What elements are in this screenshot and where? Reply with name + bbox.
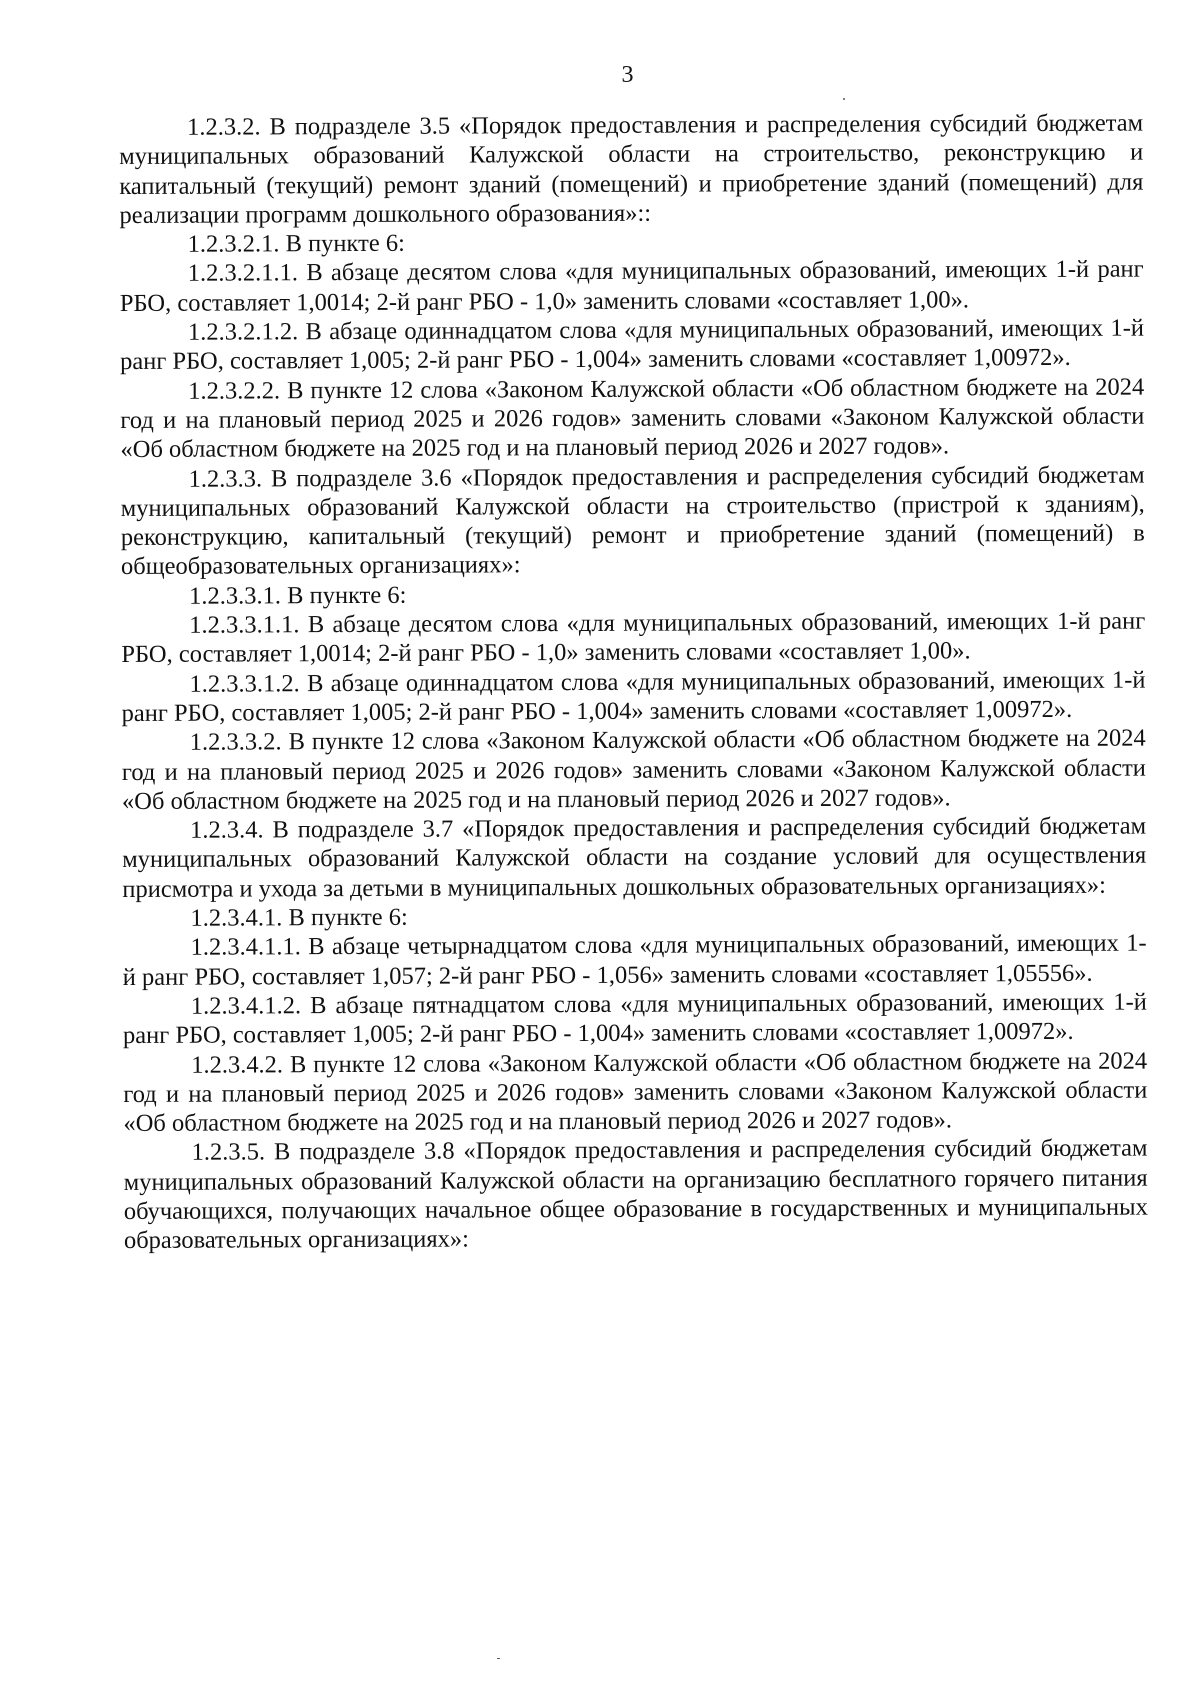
paragraph-1-2-3-2-1: 1.2.3.2.1. В пункте 6: (187, 229, 405, 258)
page-number: 3 (621, 62, 634, 88)
paragraph-1-2-3-2-2: 1.2.3.2.2. В пункте 12 слова «Законом Калужской области «Об областном бюджете на 2024 год и на плановый период 2025 и 2026 годов» заменить словами «Законом Калужской области «Об областном бюджете на 2025 год и на плановый период 2026 и 2027 годов». (120, 373, 1145, 464)
paragraph-1-2-3-5: 1.2.3.5. В подразделе 3.8 «Порядок предоставления и распределения субсидий бюджетам муниципальных образований Калужской области на организацию бесплатного горячего питания обучающихся, получающих начальное общее образование в государственных и муниципальных образовательных организациях»: (123, 1134, 1148, 1255)
paragraph-1-2-3-4: 1.2.3.4. В подразделе 3.7 «Порядок предоставления и распределения субсидий бюджетам муниципальных образований Калужской области на создание условий для осуществления присмотра и ухода за детьми в муниципальных дошкольных образовательных организациях»: (122, 812, 1147, 903)
paragraph-1-2-3-3: 1.2.3.3. В подразделе 3.6 «Порядок предоставления и распределения субсидий бюджетам муниципальных образований Калужской области на строительство (пристрой к зданиям), реконструкцию, капитальный (текущий) ремонт и приобретение зданий (помещений) в общеобразовательных организациях»: (120, 461, 1145, 581)
paragraph-1-2-3-3-2: 1.2.3.3.2. В пункте 12 слова «Законом Калужской области «Об областном бюджете на 2024 год и на плановый период 2025 и 2026 годов» заменить словами «Законом Калужской области «Об областном бюджете на 2025 год и на плановый период 2026 и 2027 годов». (121, 724, 1146, 815)
paragraph-1-2-3-2-1-1: 1.2.3.2.1.1. В абзаце десятом слова «для муниципальных образований, имеющих 1-й ранг РБО, составляет 1,0014; 2-й ранг РБО - 1,0» заменить словами «составляет 1,00». (119, 256, 1144, 317)
paragraph-1-2-3-3-1: 1.2.3.3.1. В пункте 6: (189, 581, 407, 610)
document-body (119, 109, 1148, 1256)
paragraph-1-2-3-3-1-1: 1.2.3.3.1.1. В абзаце десятом слова «для муниципальных образований, имеющих 1-й ранг РБО, составляет 1,0014; 2-й ранг РБО - 1,0» заменить словами «составляет 1,00». (121, 607, 1146, 669)
paragraph-1-2-3-3-1-2: 1.2.3.3.1.2. В абзаце одиннадцатом слова «для муниципальных образований, имеющих 1-й ранг РБО, составляет 1,005; 2-й ранг РБО - 1,004» заменить словами «составляет 1,00972». (121, 666, 1146, 727)
scan-speck (497, 1658, 500, 1659)
paragraph-1-2-3-2: 1.2.3.2. В подразделе 3.5 «Порядок предоставления и распределения субсидий бюджетам муниципальных образований Калужской области на строительство, реконструкцию и капитальный (текущий) ремонт зданий (помещений) и приобретение зданий (помещений) для реализации программ дошкольного образования»:: (119, 109, 1144, 229)
paragraph-1-2-3-4-2: 1.2.3.4.2. В пункте 12 слова «Законом Калужской области «Об областном бюджете на 2024 год и на плановый период 2025 и 2026 годов» заменить словами «Законом Калужской области «Об областном бюджете на 2025 год и на плановый период 2026 и 2027 годов». (123, 1047, 1148, 1138)
paragraph-1-2-3-4-1-1: 1.2.3.4.1.1. В абзаце четырнадцатом слова «для муниципальных образований, имеющих 1-й ранг РБО, составляет 1,057; 2-й ранг РБО - 1,056» заменить словами «составляет 1,05556». (122, 929, 1147, 991)
paragraph-1-2-3-4-1: 1.2.3.4.1. В пункте 6: (190, 903, 408, 932)
scan-speck (843, 98, 845, 100)
paragraph-1-2-3-4-1-2: 1.2.3.4.1.2. В абзаце пятнадцатом слова «для муниципальных образований, имеющих 1-й ранг РБО, составляет 1,005; 2-й ранг РБО - 1,004» заменить словами «составляет 1,00972». (122, 988, 1147, 1050)
paragraph-1-2-3-2-1-2: 1.2.3.2.1.2. В абзаце одиннадцатом слова «для муниципальных образований, имеющих 1-й ранг РБО, составляет 1,005; 2-й ранг РБО - 1,004» заменить словами «составляет 1,00972». (120, 314, 1145, 376)
